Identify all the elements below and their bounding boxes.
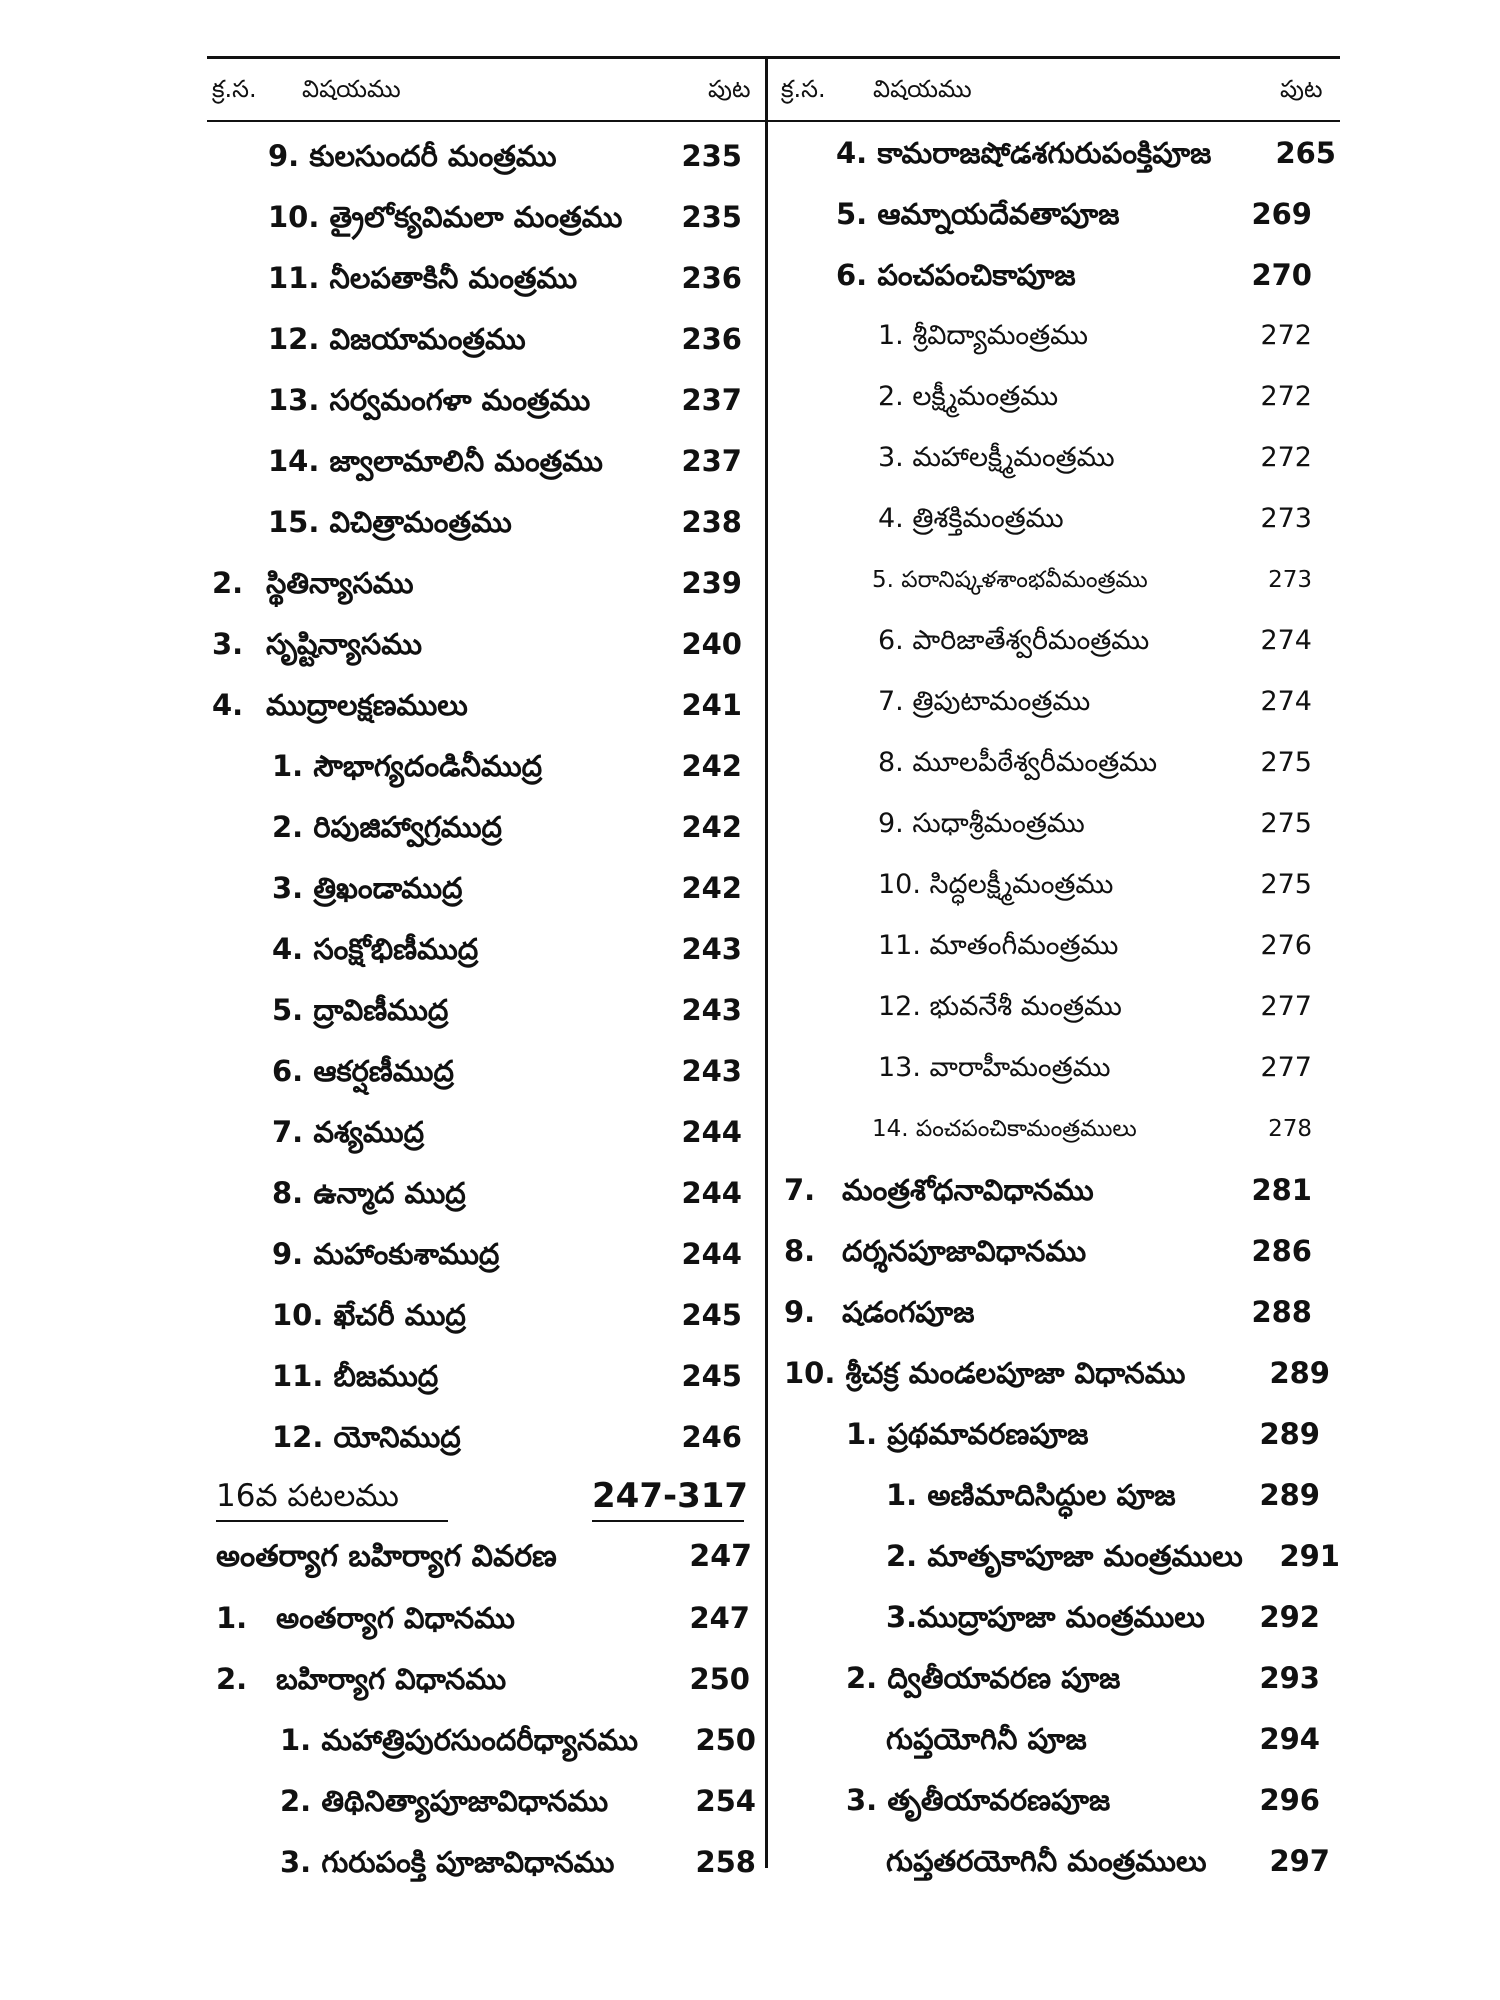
toc-row — [272, 1290, 466, 1340]
entry-number: 2. — [878, 381, 904, 412]
entry-title: షడంగపూజ — [842, 1295, 975, 1329]
entry-title: సౌభాగ్యదండినీముద్ర — [313, 749, 543, 783]
entry-page: 235 — [681, 139, 742, 173]
entry-number: 7. — [272, 1115, 304, 1149]
toc-row — [268, 253, 577, 303]
entry-number: 6. — [878, 625, 904, 656]
entry-number: 7. — [784, 1173, 816, 1207]
entry-number: 6. — [272, 1054, 304, 1088]
toc-row — [836, 128, 1211, 178]
toc-row — [784, 1287, 974, 1337]
header-topic-right: విషయము — [873, 75, 972, 103]
entry-page: 273 — [1260, 503, 1312, 534]
entry-title: దర్శనపూజావిధానము — [842, 1234, 1087, 1268]
entry-page: 237 — [681, 444, 742, 478]
entry-number: 3. — [878, 442, 904, 473]
toc-row — [268, 375, 590, 425]
entry-number: 1. — [878, 320, 904, 351]
entry-title: వారాహీమంత్రము — [929, 1052, 1111, 1083]
entry-number: 8. — [272, 1176, 304, 1210]
entry-number: 2. — [272, 810, 304, 844]
entry-title: ఖేచరీ ముద్ర — [333, 1298, 466, 1332]
entry-title: శ్రీచక్ర మండలపూజా విధానము — [845, 1356, 1186, 1390]
entry-title: కామరాజషోడశగురుపంక్తిపూజ — [877, 136, 1212, 170]
entry-number: 9. — [878, 808, 904, 839]
entry-page: 291 — [1279, 1539, 1340, 1573]
entry-title: తిథినిత్యాపూజావిధానము — [321, 1784, 609, 1818]
entry-number: 10. — [268, 200, 320, 234]
toc-row — [836, 189, 1119, 239]
toc-row — [280, 1776, 608, 1826]
entry-title: సృష్టిన్యాసము — [266, 627, 422, 661]
entry-number: 9. — [272, 1237, 304, 1271]
entry-number: 9. — [784, 1295, 816, 1329]
toc-row — [216, 1593, 515, 1643]
entry-title: సంక్షోభిణీముద్ర — [313, 932, 479, 966]
header-topic-left: విషయము — [302, 75, 401, 103]
entry-page: 274 — [1260, 625, 1312, 656]
entry-page: 289 — [1259, 1417, 1320, 1451]
toc-row — [878, 616, 1149, 666]
entry-number: 14. — [872, 1116, 909, 1142]
entry-page: 278 — [1268, 1116, 1312, 1142]
entry-title: మాతంగీమంత్రము — [929, 930, 1119, 961]
entry-page: 273 — [1268, 567, 1312, 593]
entry-page: 270 — [1251, 258, 1312, 292]
entry-title: యోనిముద్ర — [333, 1420, 461, 1454]
entry-page: 244 — [681, 1237, 742, 1271]
entry-title: గుప్తతరయోగినీ మంత్రములు — [886, 1844, 1207, 1878]
toc-row — [878, 677, 1090, 727]
entry-title: సిద్ధలక్ష్మీమంత్రము — [929, 869, 1114, 900]
entry-page: 294 — [1259, 1722, 1320, 1756]
entry-page: 242 — [681, 871, 742, 905]
toc-row — [272, 1412, 461, 1462]
entry-page: 288 — [1251, 1295, 1312, 1329]
entry-page: 254 — [695, 1784, 756, 1818]
entry-title: ఉన్మాద ముద్ర — [313, 1176, 466, 1210]
toc-row — [886, 1592, 1205, 1642]
entry-title: ముద్రాపూజా మంత్రములు — [917, 1600, 1205, 1634]
entry-title: స్థితిన్యాసము — [266, 566, 414, 600]
entry-number: 2. — [212, 566, 244, 600]
entry-number: 7. — [878, 686, 904, 717]
entry-page: 258 — [695, 1845, 756, 1879]
toc-row — [212, 619, 422, 669]
entry-page: 244 — [681, 1176, 742, 1210]
section-range-underline — [592, 1520, 744, 1522]
entry-title: త్రిఖండాముద్ర — [313, 871, 463, 905]
entry-page: 236 — [681, 261, 742, 295]
entry-title: రిపుజిహ్వాగ్రముద్ర — [313, 810, 502, 844]
entry-page: 244 — [681, 1115, 742, 1149]
entry-page: 292 — [1259, 1600, 1320, 1634]
toc-row — [272, 863, 462, 913]
toc-row — [212, 680, 468, 730]
entry-page: 289 — [1269, 1356, 1330, 1390]
entry-page: 289 — [1259, 1478, 1320, 1512]
toc-row — [878, 799, 1085, 849]
entry-number: 4. — [836, 136, 868, 170]
toc-row — [878, 982, 1122, 1032]
entry-title: తృతీయావరణపూజ — [887, 1783, 1111, 1817]
entry-page: 274 — [1260, 686, 1312, 717]
toc-row — [878, 372, 1058, 422]
entry-number: 3. — [280, 1845, 312, 1879]
entry-page: 286 — [1251, 1234, 1312, 1268]
entry-number: 10. — [784, 1356, 836, 1390]
entry-number: 12. — [268, 322, 320, 356]
entry-number: 9. — [268, 139, 300, 173]
entry-title: మహాలక్ష్మీమంత్రము — [912, 442, 1115, 473]
entry-number: 4. — [212, 688, 244, 722]
entry-title: పంచపంచికామంత్రములు — [915, 1116, 1137, 1142]
toc-row — [272, 924, 478, 974]
entry-number: 2. — [216, 1662, 248, 1696]
entry-page: 245 — [681, 1359, 742, 1393]
entry-page: 239 — [681, 566, 742, 600]
entry-title: కులసుందరీ మంత్రము — [309, 139, 557, 173]
entry-title: మంత్రశోధనావిధానము — [842, 1173, 1094, 1207]
toc-row — [268, 192, 622, 242]
entry-number: 8. — [784, 1234, 816, 1268]
entry-title: సుధాశ్రీమంత్రము — [912, 808, 1085, 839]
toc-row — [272, 1107, 424, 1157]
toc-row — [878, 738, 1157, 788]
entry-number: 5. — [872, 567, 894, 593]
entry-number: 4. — [878, 503, 904, 534]
entry-title: ఆకర్షణీముద్ర — [313, 1054, 454, 1088]
entry-number: 1. — [846, 1417, 878, 1451]
toc-row — [872, 555, 1148, 605]
entry-title: శ్రీవిద్యామంత్రము — [912, 320, 1089, 351]
entry-title: ప్రథమావరణపూజ — [887, 1417, 1089, 1451]
entry-number: 11. — [878, 930, 921, 961]
entry-title: లక్ష్మీమంత్రము — [912, 381, 1059, 412]
entry-number: 14. — [268, 444, 320, 478]
entry-page: 247 — [689, 1539, 752, 1574]
toc-row — [878, 433, 1115, 483]
toc-row — [836, 250, 1076, 300]
entry-number: 3. — [846, 1783, 878, 1817]
entry-page: 245 — [681, 1298, 742, 1332]
entry-page: 242 — [681, 749, 742, 783]
entry-number: 1. — [280, 1723, 312, 1757]
entry-number: 10. — [272, 1298, 324, 1332]
entry-title: త్రిశక్తిమంత్రము — [912, 503, 1064, 534]
toc-row — [878, 494, 1064, 544]
header-page-right: పుట — [1280, 75, 1323, 103]
entry-title: నీలపతాకినీ మంత్రము — [329, 261, 578, 295]
toc-row — [216, 1532, 557, 1582]
entry-number: 1. — [216, 1601, 248, 1635]
entry-number: 1. — [886, 1478, 918, 1512]
entry-page: 275 — [1260, 869, 1312, 900]
toc-row — [886, 1836, 1207, 1886]
toc-row — [886, 1714, 1087, 1764]
header-page-left: పుట — [708, 75, 751, 103]
entry-page: 246 — [681, 1420, 742, 1454]
toc-row — [872, 1104, 1137, 1154]
entry-page: 297 — [1269, 1844, 1330, 1878]
entry-page: 250 — [695, 1723, 756, 1757]
entry-number: 11. — [268, 261, 320, 295]
entry-title: జ్వాలామాలినీ మంత్రము — [329, 444, 603, 478]
entry-title: మాతృకాపూజా మంత్రములు — [927, 1539, 1243, 1573]
toc-row — [846, 1775, 1110, 1825]
toc-row — [268, 436, 603, 486]
toc-row — [268, 497, 512, 547]
toc-row — [878, 311, 1088, 361]
entry-title: మూలపీఠేశ్వరీమంత్రము — [912, 747, 1158, 778]
entry-number: 2. — [886, 1539, 918, 1573]
toc-row — [878, 921, 1118, 971]
toc-row — [784, 1348, 1185, 1398]
entry-number: 10. — [878, 869, 921, 900]
entry-title: వశ్యముద్ర — [313, 1115, 425, 1149]
toc-row — [272, 741, 542, 791]
toc-row — [784, 1226, 1086, 1276]
entry-page: 272 — [1260, 381, 1312, 412]
entry-title: అంతర్యాగ విధానము — [276, 1601, 515, 1635]
entry-page: 237 — [681, 383, 742, 417]
toc-row — [268, 314, 526, 364]
entry-number: 1. — [272, 749, 304, 783]
entry-page: 235 — [681, 200, 742, 234]
entry-number: 6. — [836, 258, 868, 292]
entry-page: 243 — [681, 932, 742, 966]
entry-page: 236 — [681, 322, 742, 356]
entry-page: 272 — [1260, 320, 1312, 351]
entry-page: 250 — [689, 1662, 750, 1696]
entry-page: 281 — [1251, 1173, 1312, 1207]
entry-number: 5. — [836, 197, 868, 231]
entry-page: 238 — [681, 505, 742, 539]
section-page-range: 247-317 — [592, 1476, 749, 1516]
entry-title: భువనేశీ మంత్రము — [929, 991, 1122, 1022]
entry-title: త్రైలోక్యవిమలా మంత్రము — [329, 200, 623, 234]
entry-page: 277 — [1260, 1052, 1312, 1083]
header-rule — [207, 120, 1340, 122]
entry-page: 275 — [1260, 747, 1312, 778]
entry-title: అంతర్యాగ బహిర్యాగ వివరణ — [216, 1539, 557, 1574]
entry-title: త్రిపుటామంత్రము — [912, 686, 1091, 717]
entry-page: 265 — [1275, 136, 1336, 170]
entry-page: 276 — [1260, 930, 1312, 961]
header-sn-left: క్ర.స. — [212, 75, 257, 103]
entry-title: గురుపంక్తి పూజావిధానము — [321, 1845, 615, 1879]
entry-title: విచిత్రామంత్రము — [329, 505, 512, 539]
top-rule — [207, 56, 1340, 59]
toc-row — [886, 1531, 1243, 1581]
toc-row — [272, 802, 502, 852]
entry-page: 240 — [681, 627, 742, 661]
entry-page: 275 — [1260, 808, 1312, 839]
toc-row — [280, 1837, 614, 1887]
entry-page: 242 — [681, 810, 742, 844]
toc-row — [846, 1653, 1120, 1703]
entry-title: విజయామంత్రము — [329, 322, 526, 356]
entry-number: 3. — [886, 1600, 918, 1634]
toc-row — [216, 1654, 506, 1704]
entry-number: 13. — [878, 1052, 921, 1083]
entry-number: 2. — [280, 1784, 312, 1818]
entry-page: 296 — [1259, 1783, 1320, 1817]
toc-row — [272, 1351, 438, 1401]
entry-number: 3. — [272, 871, 304, 905]
toc-row — [272, 1046, 454, 1096]
toc-row — [886, 1470, 1176, 1520]
entry-title: ఆమ్నాయదేవతాపూజ — [877, 197, 1120, 231]
entry-page: 247 — [689, 1601, 750, 1635]
entry-title: పరానిష్కళశాంభవీమంత్రము — [901, 567, 1148, 593]
toc-row — [212, 558, 414, 608]
entry-title: మహాంకుశాముద్ర — [313, 1237, 500, 1271]
entry-title: ముద్రాలక్షణములు — [266, 688, 468, 722]
entry-number: 5. — [272, 993, 304, 1027]
entry-title: బీజముద్ర — [333, 1359, 439, 1393]
entry-number: 11. — [272, 1359, 324, 1393]
toc-row — [268, 131, 557, 181]
entry-page: 272 — [1260, 442, 1312, 473]
entry-number: 15. — [268, 505, 320, 539]
entry-title: పారిజాతేశ్వరీమంత్రము — [912, 625, 1150, 656]
section-title: 16వ పటలము — [216, 1478, 399, 1514]
entry-title: ద్వితీయావరణ పూజ — [887, 1661, 1121, 1695]
entry-number: 3. — [212, 627, 244, 661]
entry-title: గుప్తయోగినీ పూజ — [886, 1722, 1087, 1756]
entry-title: ద్రావిణీముద్ర — [313, 993, 449, 1027]
toc-row — [272, 1168, 466, 1218]
entry-title: మహాత్రిపురసుందరీధ్యానము — [321, 1723, 639, 1757]
toc-row — [272, 1229, 499, 1279]
entry-page: 243 — [681, 1054, 742, 1088]
toc-row — [846, 1409, 1088, 1459]
header-sn-right: క్ర.స. — [781, 75, 826, 103]
entry-page: 293 — [1259, 1661, 1320, 1695]
entry-title: పంచపంచికాపూజ — [877, 258, 1076, 292]
toc-row — [784, 1165, 1094, 1215]
entry-number: 8. — [878, 747, 904, 778]
entry-page: 243 — [681, 993, 742, 1027]
entry-title: సర్వమంగళా మంత్రము — [329, 383, 591, 417]
entry-number: 12. — [878, 991, 921, 1022]
toc-row — [272, 985, 448, 1035]
entry-number: 13. — [268, 383, 320, 417]
entry-page: 269 — [1251, 197, 1312, 231]
column-divider — [765, 56, 768, 1868]
entry-page: 277 — [1260, 991, 1312, 1022]
entry-title: అణిమాదిసిద్ధుల పూజ — [927, 1478, 1176, 1512]
toc-row — [878, 1043, 1111, 1093]
toc-row — [878, 860, 1113, 910]
entry-title: బహిర్యాగ విధానము — [276, 1662, 507, 1696]
entry-number: 12. — [272, 1420, 324, 1454]
entry-page: 241 — [681, 688, 742, 722]
entry-number: 2. — [846, 1661, 878, 1695]
entry-number: 4. — [272, 932, 304, 966]
toc-row — [280, 1715, 638, 1765]
section-title-underline — [216, 1520, 448, 1522]
